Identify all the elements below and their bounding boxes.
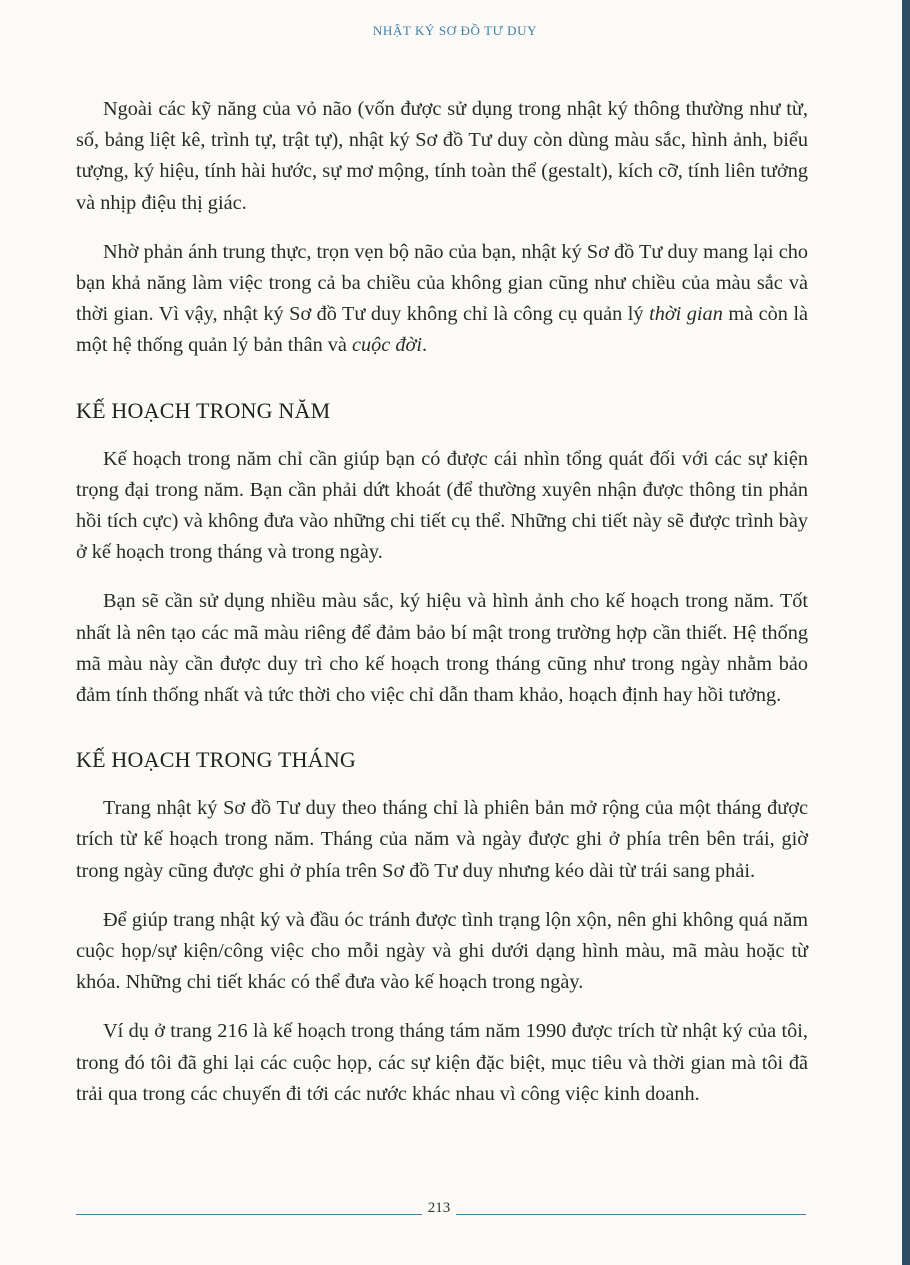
intro-p2-emphasis-life: cuộc đời — [352, 334, 422, 357]
footer-rule-right — [456, 1214, 806, 1215]
month-paragraph-2: Để giúp trang nhật ký và đầu óc tránh được tình trạng lộn xộn, nên ghi không quá năm cuộc họp/sự kiện/công việc cho mỗi ngày và ghi dưới dạng hình màu, mã màu hoặc từ khóa. Những chi tiết khác có thể đưa vào kế hoạch trong ngày. — [76, 908, 808, 994]
running-header: NHẬT KÝ SƠ ĐỒ TƯ DUY — [372, 23, 538, 38]
intro-p2-emphasis-time: thời gian — [649, 303, 723, 326]
page-number: 213 — [427, 1200, 451, 1216]
section-heading-year: KẾ HOẠCH TRONG NĂM — [76, 397, 331, 423]
intro-p2-text-b: mà còn là một hệ thống quản lý bản thân và — [76, 303, 808, 357]
month-paragraph-3: Ví dụ ở trang 216 là kế hoạch trong tháng tám năm 1990 được trích từ nhật ký của tôi, trong đó tôi đã ghi lại các cuộc họp, các sự kiện đặc biệt, mục tiêu và thời gian mà tôi đã trải qua trong các chuyến đi tới các nước khác nhau vì công việc kinh doanh. — [76, 1020, 808, 1105]
intro-paragraph-1: Ngoài các kỹ năng của vỏ não (vốn được sử dụng trong nhật ký thông thường như từ, số, bảng liệt kê, trình tự, trật tự), nhật ký Sơ đồ Tư duy còn dùng màu sắc, hình ảnh, biểu tượng, ký hiệu, tính hài hước, sự mơ mộng, tính toàn thể (gestalt), kích cỡ, tính liên tưởng và nhịp điệu thị giác. — [76, 98, 808, 214]
page-body — [76, 94, 808, 1128]
intro-p2-text-c: . — [421, 334, 428, 357]
year-paragraph-1: Kế hoạch trong năm chỉ cần giúp bạn có được cái nhìn tổng quát đối với các sự kiện trọng đại trong năm. Bạn cần phải dứt khoát (để thường xuyên nhận được thông tin phản hồi tích cực) và không đưa vào những chi tiết cụ thể. Những chi tiết này sẽ được trình bày ở kế hoạch trong tháng và trong ngày. — [76, 447, 808, 564]
section-heading-month: KẾ HOẠCH TRONG THÁNG — [76, 747, 357, 773]
month-paragraph-1: Trang nhật ký Sơ đồ Tư duy theo tháng chỉ là phiên bản mở rộng của một tháng được trích từ kế hoạch trong năm. Tháng của năm và ngày được ghi ở phía trên bên trái, giờ trong ngày cũng được ghi ở phía trên Sơ đồ Tư duy nhưng kéo dài từ trái sang phải. — [76, 797, 808, 882]
year-paragraph-2: Bạn sẽ cần sử dụng nhiều màu sắc, ký hiệu và hình ảnh cho kế hoạch trong năm. Tốt nhất là nên tạo các mã màu riêng để đảm bảo bí mật trong trường hợp cần thiết. Hệ thống mã màu này cần được duy trì cho kế hoạch trong tháng cũng như trong ngày nhằm bảo đảm tính thống nhất và tức thời cho việc chỉ dẫn tham khảo, hoạch định hay hồi tưởng. — [76, 590, 808, 707]
intro-paragraph-2 — [76, 237, 808, 362]
page-footer — [76, 1200, 806, 1220]
intro-p2-text-a: Nhờ phản ánh trung thực, trọn vẹn bộ não của bạn, nhật ký Sơ đồ Tư duy mang lại cho bạn khả năng làm việc trong cả ba chiều của không gian cũng như chiều của màu sắc và thời gian. Vì vậy, nhật ký Sơ đồ Tư duy không chỉ là công cụ quản lý — [76, 240, 808, 326]
page-edge-strip — [902, 0, 910, 1265]
footer-rule-left — [76, 1214, 422, 1215]
